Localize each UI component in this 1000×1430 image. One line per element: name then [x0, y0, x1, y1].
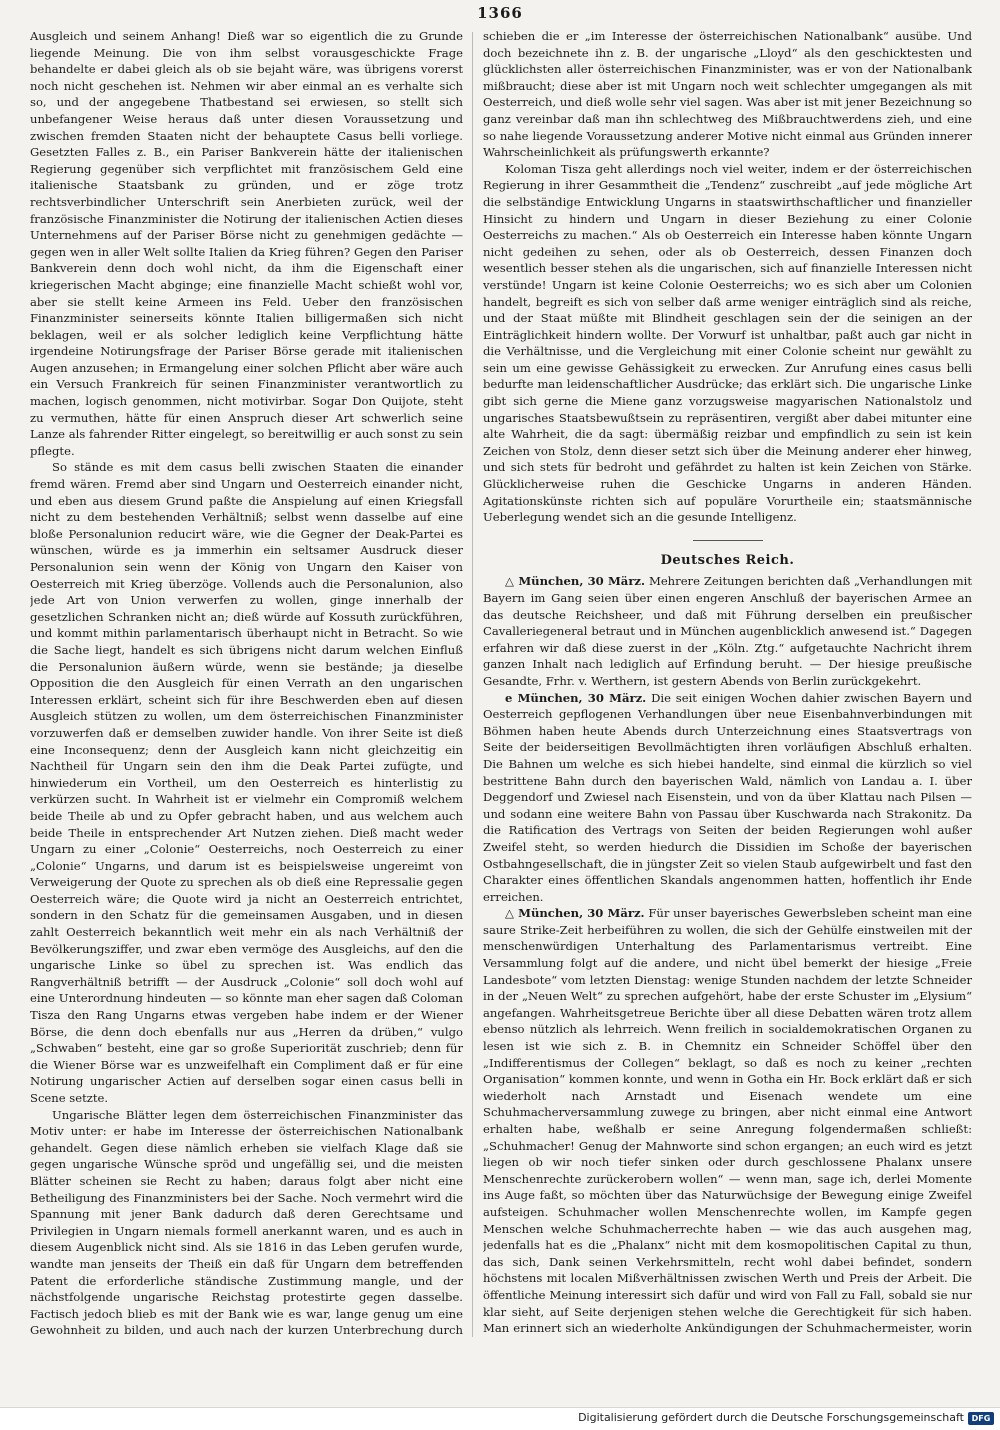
article-paragraph: Ungarische Blätter legen dem österreichischen Finanzminister das Motiv unter: er habe im Interesse der österreichischen Nationalbank gehandelt. Gegen diese nämlich erheben sie vielfach Klage daß sie gegen ungarische Wünsche spröd und ungefällig sei, und die meisten Blätter scheinen sie Recht zu haben; daraus folgt aber nicht eine Betheiligung des Finanzministers bei der Sache. Noch vermehrt wird die Spannung mit jener Bank dadurch daß deren Gerechtsame und Privilegien in Ungarn niemals formell anerkannt waren, und es auch in diesem Augenblick nicht sind. Als sie 1816 in das Leben gerufen wurde, wandte man jenseits der Theiß ein daß für Ungarn dem betreffenden Patent die erforderliche ständische Zustimmung mangle, und der nächstfolgende ungarische Reichstag protestirte gegen dasselbe. Factisch jedoch blieb es mit der Bank wie es war, lange genug um eine Gewohnheit zu bilden, und auch nach der kurzen Unterbrechung durch — [30, 1107, 463, 1338]
section-title: Deutsches Reich. — [660, 552, 795, 568]
article-paragraph: Koloman Tisza geht allerdings noch viel weiter, indem er der österreichischen Regierung in ihrer Gesammtheit die „Tendenz“ zuschreibt „auf jede mögliche Art die selbständige Entwicklung Ungarns in staatswirthschaftlicher und finanzieller Hinsicht zu hindern und Ungarn in dieser Beziehung zu einer Colonie Oesterreichs zu machen.“ Als ob Oesterreich ein Interesse haben könnte Ungarn nicht gedeihen zu sehen, oder als ob Oesterreich, dessen Finanzen doch wesentlich besser stehen als die ungarischen, sich auf finanzielle Interessen nicht verstünde! Ungarn ist keine Colonie Oesterreichs; wo es sich aber um Colonien handelt, begreift es sich von selber daß arme weniger einträglich sind als reiche, und der Staat müßte mit Blindheit geschlagen sein der die seinigen an der Einträglichkeit hindern wollte. Der Vorwurf ist unhaltbar, paßt auch gar nicht in die Verhältnisse, und die Vergleichung mit einer Colonie scheint nur gewählt zu sein um eine gewisse Gehässigkeit zu erwecken. Zur Anrufung eines casus belli bedurfte man leidenschaftlicher Ausdrücke; das erklärt sich. Die ungarische Linke gibt sich gerne die Miene ganz vorzugsweise magyarischen Nationalstolz und ungarisches Staatsbewußtsein zu repräsentiren, vergißt aber dabei mitunter eine alte Wahrheit, die da sagt: übermäßig reizbar und empfindlich zu sein ist kein Zeichen von Stolz, denn dieser setzt sich über die Meinung anderer eher hinweg, und sich stets für bedroht und gefährdet zu halten ist kein Zeichen von Stärke. Glücklicherweise ruhen die Geschicke Ungarns in anderen Händen. Agitationskünste richten sich auf populäre Vorurtheile ein; staatsmännische Ueberlegung wendet sich an die gesunde Intelligenz. — [483, 161, 972, 525]
page-number: 1366 — [477, 4, 523, 22]
news-text: Für unser bayerisches Gewerbsleben scheint man eine saure Strike-Zeit herbeiführen zu wollen, die sich der Gehülfe einstweilen mit der menschenwürdigen Unterhaltung des Parlamentarismus vertreibt. Eine Versammlung folgt auf die andere, und nicht übel bemerkt der hiesige „Freie Landesbote“ vom letzten Dienstag: wenige Stunden nachdem der letzte Schneider in der „Neuen Welt“ zu sprechen aufgehört, habe der erste Schuster im „Elysium“ angefangen. Wahrheitsgetreue Berichte über all diese Debatten wären trotz allem ebenso nützlich als lehrreich. Wenn freilich in socialdemokratischen Organen zu lesen ist wie sich z. B. in Chemnitz ein Schneider Schöffel über den „Indifferentismus der Collegen“ beklagt, so daß es noch zu keiner „rechten Organisation“ kommen konnte, und wenn in Gotha ein Hr. Bock erklärt daß er sich wiederholt nach Arnstadt und Eisenach wendete um eine Schuhmacherversammlung zuwege zu bringen, aber nicht einmal eine Antwort erhalten habe, weßhalb er seine Anregung folgendermaßen schließt: „Schuhmacher! Genug der Mahnworte sind schon ergangen; an euch wird es jetzt liegen ob wir noch tiefer sinken oder durch geschlossene Phalanx unsere Menschenrechte zurückerobern wollen“ — wenn man, sage ich, derlei Momente ins Auge faßt, so möchten über das Naturwüchsige der Bewegung einige Zweifel aufsteigen. Schuhmacher wollen Menschenrechte wollen, im Kampfe gegen Menschen welche Schuhmacherrechte haben — wie das auch ausgehen mag, jedenfalls hat es die „Phalanx“ nicht mit dem kosmopolitischen Capital zu thun, das sich, Dank seinen Verkehrsmitteln, recht wohl dabei befindet, sondern höchstens mit localen Mißverhältnissen zwischen Werth und Preis der Arbeit. Die öffentliche Meinung interessirt sich dafür und wird von Fall zu Fall, sobald sie nur klar sieht, auf Seite derjenigen stehen welche die Gerechtigkeit für sich haben. Man erinnert sich an wiederholte Ankündigungen der Schuhmachermeister, worin — [483, 906, 972, 1336]
article-paragraph: Ausgleich und seinem Anhang! Dieß war so eigentlich die zu Grunde liegende Meinung. Die von ihm selbst vorausgeschickte Frage behandelte er dabei gleich als ob sie bejaht wäre, was übrigens vorerst noch nicht geschehen ist. Nehmen wir aber einmal an es verhalte sich so, und der angegebene Thatbestand sei erwiesen, so stellt sich unbefangener Weise heraus daß unter diesen Voraussetzung und zwischen fremden Staaten nicht der behauptete Casus belli vorliege. Gesetzten Falles z. B., ein Pariser Bankverein hätte der italienischen Regierung gegenüber sich verpflichtet mit französischem Geld eine italienische Staatsbank zu gründen, und er zöge trotz rechtsverbindlicher Unterschrift sein Anerbieten zurück, weil der französische Finanzminister die Notirung der italienischen Actien dieses Unternehmens auf der Pariser Börse nicht zu genehmigen gedächte — gegen wen in aller Welt sollte Italien da Krieg führen? Gegen den Pariser Bankverein denn doch wohl nicht, da ihm die Eigenschaft einer kriegerischen Macht abginge; eine finanzielle Macht schießt wohl vor, aber sie stellt keine Armeen ins Feld. Ueber den französischen Finanzminister seinerseits könnte Italien billigermaßen sich nicht beklagen, weil er als solcher lediglich keine Verpflichtung hätte irgendeine Notirungsfrage der Pariser Börse gerade mit italienischen Augen anzusehen; in Ermangelung einer solchen Pflicht aber wäre auch ein Versuch Frankreich für seinen Finanzminister verantwortlich zu machen, logisch genommen, nicht motivirbar. Sogar Don Quijote, steht zu vermuthen, hätte für einen Anspruch dieser Art schwerlich seine Lanze als fahrender Ritter eingelegt, so bereitwillig er auch sonst zu sein pflegte. — [30, 29, 463, 458]
column-divider — [472, 32, 473, 1337]
news-text: Mehrere Zeitungen berichten daß „Verhandlungen mit Bayern im Gang seien über einen engeren Anschluß der bayerischen Armee an das deutsche Reichsheer, und daß mit Führung derselben ein preußischer Cavalleriegeneral betraut und in München augenblicklich anwesend ist.“ Dagegen erfahren wir daß diese zuerst in der „Köln. Ztg.“ aufgetauchte Nachricht ihrem ganzen Inhalt nach lediglich auf Erfindung beruht. — Der hiesige preußische Gesandte, Frhr. v. Werthern, ist gestern Abends von Berlin zurückgekehrt. — [483, 574, 972, 688]
news-item — [483, 573, 972, 689]
news-dateline: △ München, 30 März. — [505, 906, 645, 921]
right-column — [483, 28, 972, 1338]
article-paragraph: So stände es mit dem casus belli zwischen Staaten die einander fremd wären. Fremd aber sind Ungarn und Oesterreich einander nicht, und eben aus diesem Grund paßte die Anspielung auf einen Kriegsfall nicht zu dem bestehenden Verhältniß; selbst wenn dasselbe auf eine bloße Personalunion reducirt wäre, wie die Gegner der Deak-Partei es wünschen, würde es ja immerhin ein seltsamer Ausdruck dieser Personalunion sein wenn der König von Ungarn den Kaiser von Oesterreich mit Krieg überzöge. Vollends auch die Personalunion, also jede Art von Union verwerfen zu wollen, ginge innerhalb der gesetzlichen Schranken nicht an; dieß würde auf Kossuth zurückführen, und kommt mithin parlamentarisch überhaupt nicht in Betracht. So wie die Sache liegt, handelt es sich übrigens nicht darum welchen Einfluß die Personalunion äußern würde, wenn sie bestände; ja dieselbe Opposition die den Ausgleich für einen Verrath an den ungarischen Interessen erklärt, scheint sich für ihre Beschwerden eben auf diesen Ausgleich stützen zu wollen, um dem österreichischen Finanzminister vorzuwerfen daß er demselben zuwider handle. Von ihrer Seite ist dieß eine Inconsequenz; denn der Ausgleich kann nicht gleichzeitig ein Nachtheil für Ungarn sein den ihm die Deak Partei zufügte, und hinwiederum ein Vortheil, um den Oesterreich es hinterlistig zu verkürzen sucht. In Wahrheit ist er vielmehr ein Compromiß welchem beide Theile ab und zu Opfer gebracht haben, und aus welchem auch beide Theile in entsprechender Art Nutzen ziehen. Dieß macht weder Ungarn zu einer „Colonie“ Oesterreichs, noch Oesterreich zu einer „Colonie“ Ungarns, und darum ist es beispielsweise ungereimt von Verweigerung der Quote zu sprechen als ob dieß eine Repressalie gegen Oesterreich wäre; die Quote wird ja nicht an Oesterreich entrichtet, sondern in den Schatz für die gemeinsamen Ausgaben, und in diesen zahlt Oesterreich bekanntlich weit mehr ein als nach Verhältniß der Bevölkerungsziffer, und zwar eben vermöge des Ausgleichs, auf den die ungarische Linke so übel zu sprechen ist. Was endlich das Rangverhältniß betrifft — der Ausdruck „Colonie“ soll doch wohl auf eine Unterordnung hindeuten — so könnte man eher sagen daß Coloman Tisza den Rang Ungarns etwas vergeben habe indem er der Wiener Börse, die denn doch ebenfalls nur aus „Herren da drüben,“ vulgo „Schwaben“ besteht, eine gar so große Superiorität zuschrieb; denn für die Wiener Börse war es unzweifelhaft ein Compliment daß er für eine Notirung ungarischer Actien auf derselben sogar einen casus belli in Scene setzte. — [30, 460, 463, 1105]
digitization-footer — [0, 1407, 1000, 1430]
news-text: Die seit einigen Wochen dahier zwischen Bayern und Oesterreich gepflogenen Verhandlungen über neue Eisenbahnverbindungen mit Böhmen haben heute Abends durch Unterzeichnung eines Staatsvertrags von Seite der beiderseitigen Bevollmächtigten ihren vorläufigen Abschluß erhalten. Die Bahnen um welche es sich hiebei handelte, sind einmal die kürzlich so viel bestrittene Bahn durch den bayerischen Wald, nämlich von Landau a. I. über Deggendorf und Zwiesel nach Eisenstein, und von da über Klattau nach Pilsen — und sodann eine weitere Bahn von Passau über Kuschwarda nach Strakonitz. Da die Ratification des Vertrags von Seiten der beiden Regierungen wohl außer Zweifel steht, so werden hiedurch die Dissidien im Schoße der bayerischen Ostbahngesellschaft, die in jüngster Zeit so vielen Staub aufgewirbelt und fast den Charakter eines öffentlichen Skandals angenommen hatten, hoffentlich ihr Ende erreichen. — [483, 690, 972, 904]
footer-credit: Digitalisierung gefördert durch die Deutsche Forschungsgemeinschaft — [578, 1411, 964, 1424]
left-column — [30, 28, 463, 1338]
news-item — [483, 905, 972, 1338]
dfg-logo-icon: DFG — [968, 1412, 994, 1425]
news-dateline: △ München, 30 März. — [505, 574, 646, 589]
article-paragraph: schieben die er „im Interesse der österreichischen Nationalbank“ ausübe. Und doch bezeichnete ihn z. B. der ungarische „Lloyd“ als den geschicktesten und glücklichsten aller österreichischen Finanzminister, was er von der Nationalbank mißbraucht; diese aber ist mit Ungarn noch weit schlechter umgegangen als mit Oesterreich, und dieß wolle sehr viel sagen. Was aber ist mit jener Bezeichnung so ganz vereinbar daß man ihn schlechtweg des Mißbrauchtwerdens zieh, und eine so nahe liegende Voraussetzung anderer Motive nicht einmal aus Gründen innerer Wahrscheinlichkeit als prüfungswerth erkannte? — [483, 29, 972, 160]
news-dateline: e München, 30 März. — [505, 690, 647, 705]
section-divider — [693, 540, 763, 541]
news-item — [483, 690, 972, 906]
